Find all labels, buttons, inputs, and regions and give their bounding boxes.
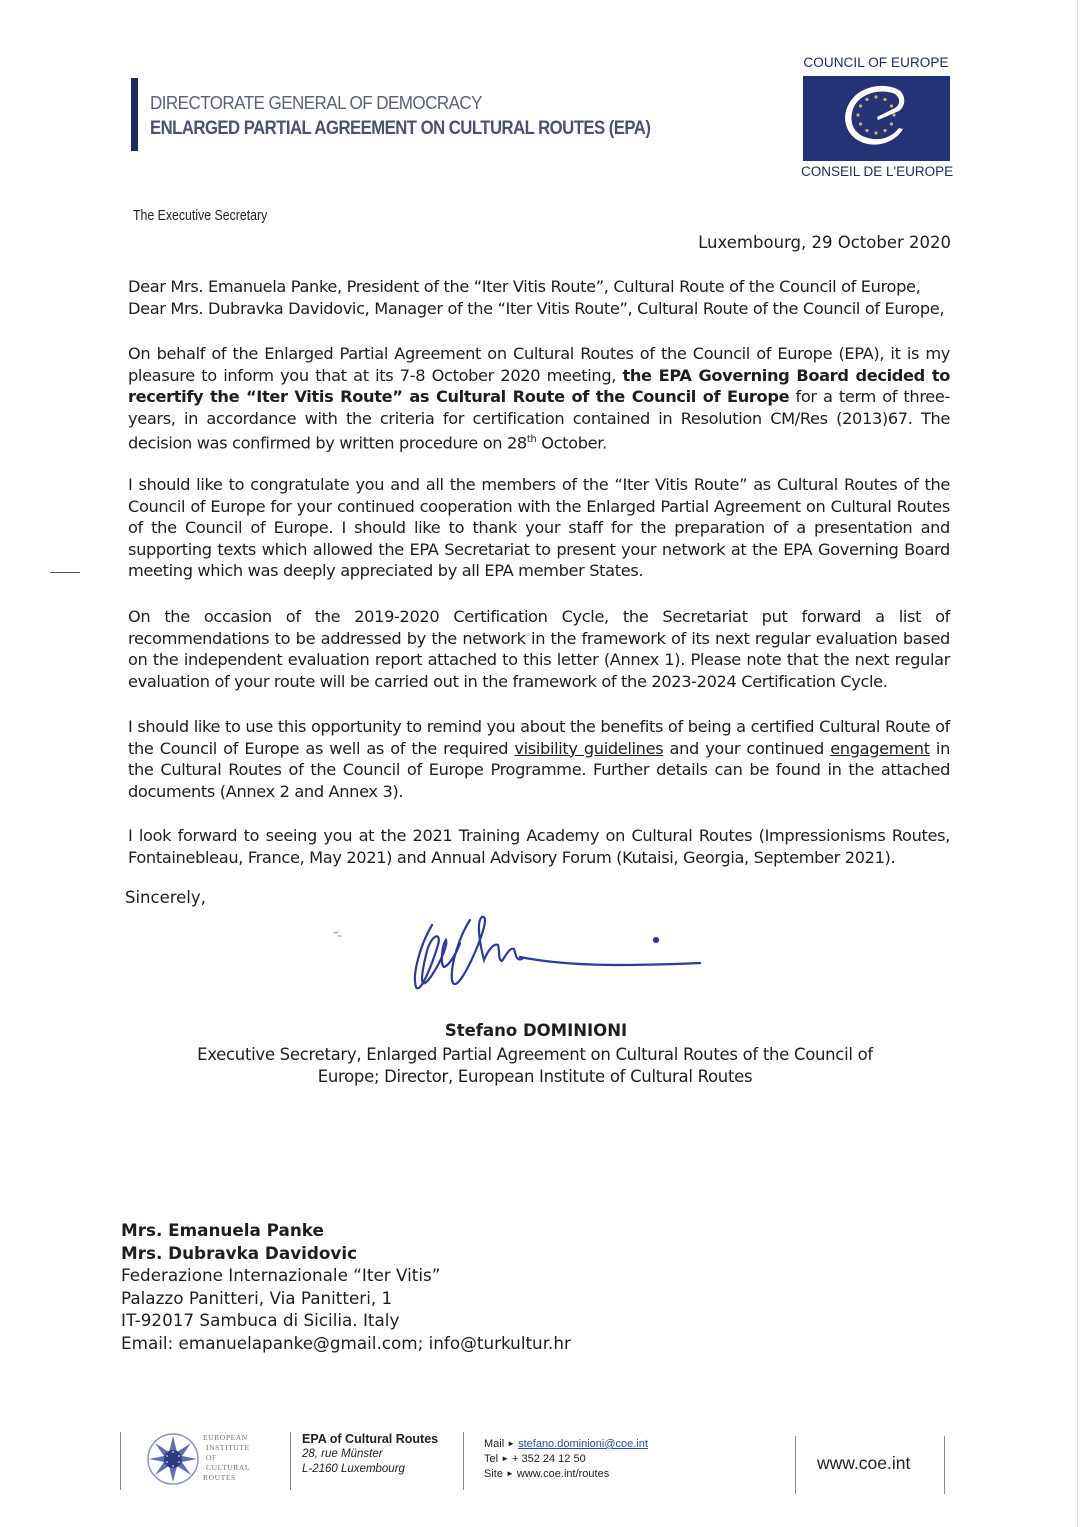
recipient-name: Mrs. Emanuela Panke — [121, 1220, 324, 1240]
paragraph-upcoming-events: I look forward to seeing you at the 2021 Training Academy on Cultural Routes (Impressionisms Routes, Fontainebleau, France, May 2021) and Annual Advisory Forum (Kutaisi, Georgia, September 2021). — [128, 826, 950, 867]
mail-label: Mail — [484, 1438, 505, 1450]
bold-decision-text: the EPA Governing Board decided to recertify the “Iter Vitis Route” as Cultural Route of the Council of Europe — [128, 365, 950, 406]
recipient-name: Mrs. Dubravka Davidovic — [121, 1242, 358, 1263]
paragraph-recertification — [128, 343, 950, 454]
text-span: in the Cultural Routes of the Council of Europe Programme. Further details can be found in the attached documents (Annex 2 and Annex 3). — [128, 738, 950, 801]
logo-text-line: OF — [206, 1453, 217, 1462]
text-span: I should like to use this opportunity to remind you about the benefits of being a certified Cultural Route of the Council of Europe as well as of the required — [128, 717, 950, 758]
recipient-street: Palazzo Panitteri, Via Panitteri, 1 — [121, 1287, 393, 1308]
margin-mark — [50, 572, 80, 573]
council-of-europe-flag-icon — [803, 76, 950, 161]
header-accent-bar — [131, 78, 138, 151]
signer-title-line: Executive Secretary, Enlarged Partial Agreement on Cultural Routes of the Council of — [197, 1045, 873, 1064]
epa-title: ENLARGED PARTIAL AGREEMENT ON CULTURAL ROUTES (EPA) — [150, 118, 651, 139]
recipient-address-block — [121, 1219, 571, 1354]
signer-name-text: Stefano DOMINIONI — [444, 1021, 628, 1040]
contact-mail-row — [484, 1437, 648, 1452]
footer-divider — [290, 1432, 291, 1490]
recipient-city: IT-92017 Sambuca di Sicilia. Italy — [121, 1310, 400, 1330]
page-edge — [1077, 0, 1078, 1527]
european-institute-star-icon — [146, 1432, 200, 1486]
engagement-link[interactable]: engagement — [830, 738, 930, 758]
text-span: October. — [536, 433, 607, 453]
sender-role: The Executive Secretary — [133, 208, 268, 224]
closing: Sincerely, — [125, 888, 206, 907]
salutation-line: Dear Mrs. Emanuela Panke, President of the “Iter Vitis Route”, Cultural Route of the Council of Europe, — [128, 277, 921, 296]
website: www.coe.int — [817, 1453, 911, 1473]
paragraph-congratulations: I should like to congratulate you and all the members of the “Iter Vitis Route” as Cultural Routes of the Council of Europe for your continued cooperation with the Enlarged Partial Agreement on Cultural Routes of the Council of Europe. I should like to thank your staff for the preparation of a presentation and supporting texts which allowed the EPA Secretariat to present your network at the EPA Governing Board meeting which was deeply appreciated by all EPA member States. — [128, 475, 950, 580]
epa-city: L-2160 Luxembourg — [302, 1463, 405, 1475]
signer-title — [190, 1044, 880, 1088]
tel-value: + 352 24 12 50 — [511, 1453, 586, 1465]
signer-name — [0, 1021, 1080, 1040]
recipient-email: Email: emanuelapanke@gmail.com; info@turkultur.hr — [121, 1332, 571, 1353]
text-span: On behalf of the Enlarged Partial Agreement on Cultural Routes of the Council of Europe (EPA), it is my pleasure to inform you that at its 7-8 October 2020 meeting, — [128, 344, 950, 385]
contact-info — [484, 1437, 648, 1482]
footer-divider — [795, 1436, 796, 1494]
coe-logo-top-text: COUNCIL OF EUROPE — [803, 55, 949, 70]
footer-divider — [463, 1432, 464, 1490]
logo-text-line: INSTITUTE — [206, 1443, 250, 1452]
epa-name: EPA of Cultural Routes — [302, 1432, 439, 1446]
paragraph-benefits — [128, 716, 950, 802]
arrow-right-icon: ► — [505, 1469, 514, 1478]
footer-divider — [120, 1432, 121, 1490]
epa-street: 28, rue Münster — [302, 1448, 383, 1460]
recipient-organization: Federazione Internazionale “Iter Vitis” — [121, 1265, 441, 1285]
signer-title-line: Europe; Director, European Institute of Cultural Routes — [317, 1067, 753, 1086]
salutation — [128, 276, 950, 319]
tel-label: Tel — [484, 1453, 499, 1465]
contact-site-row — [484, 1467, 648, 1482]
salutation-line: Dear Mrs. Dubravka Davidovic, Manager of the “Iter Vitis Route”, Cultural Route of the Council of Europe, — [128, 298, 945, 318]
email-link[interactable]: stefano.dominioni@coe.int — [518, 1438, 648, 1450]
coe-logo-bottom-text: CONSEIL DE L'EUROPE — [801, 164, 954, 179]
ordinal-suffix: th — [526, 434, 537, 445]
logo-text-line: CULTURAL — [206, 1463, 251, 1472]
arrow-right-icon: ► — [501, 1454, 509, 1463]
letter-date: Luxembourg, 29 October 2020 — [698, 233, 951, 252]
text-span: and your continued — [663, 738, 831, 758]
logo-text-line: ROUTES — [203, 1473, 236, 1482]
directorate-title: DIRECTORATE GENERAL OF DEMOCRACY — [150, 92, 482, 113]
epa-address — [302, 1432, 438, 1477]
visibility-guidelines-link[interactable]: visibility guidelines — [514, 738, 664, 758]
paragraph-certification-cycle: On the occasion of the 2019-2020 Certification Cycle, the Secretariat put forward a list of recommendations to be addressed by the network in the framework of its next regular evaluation based on the independent evaluation report attached to this letter (Annex 1). Please note that the next regular evaluation of your route will be carried out in the framework of the 2023-2024 Certification Cycle. — [128, 607, 950, 691]
text-span: for a term of three-years, in accordance with the criteria for certification contained in Resolution CM/Res (2013)67. The decision was confirmed by written procedure on 28 — [128, 387, 950, 453]
site-label: Site — [484, 1468, 503, 1480]
handwritten-signature-icon — [320, 905, 720, 1015]
footer-divider — [944, 1436, 945, 1494]
contact-tel-row — [484, 1452, 648, 1467]
site-value: www.coe.int/routes — [516, 1468, 610, 1480]
logo-text-line: EUROPEAN — [203, 1433, 248, 1442]
institute-logo-text — [203, 1433, 250, 1483]
arrow-right-icon: ► — [507, 1439, 516, 1448]
